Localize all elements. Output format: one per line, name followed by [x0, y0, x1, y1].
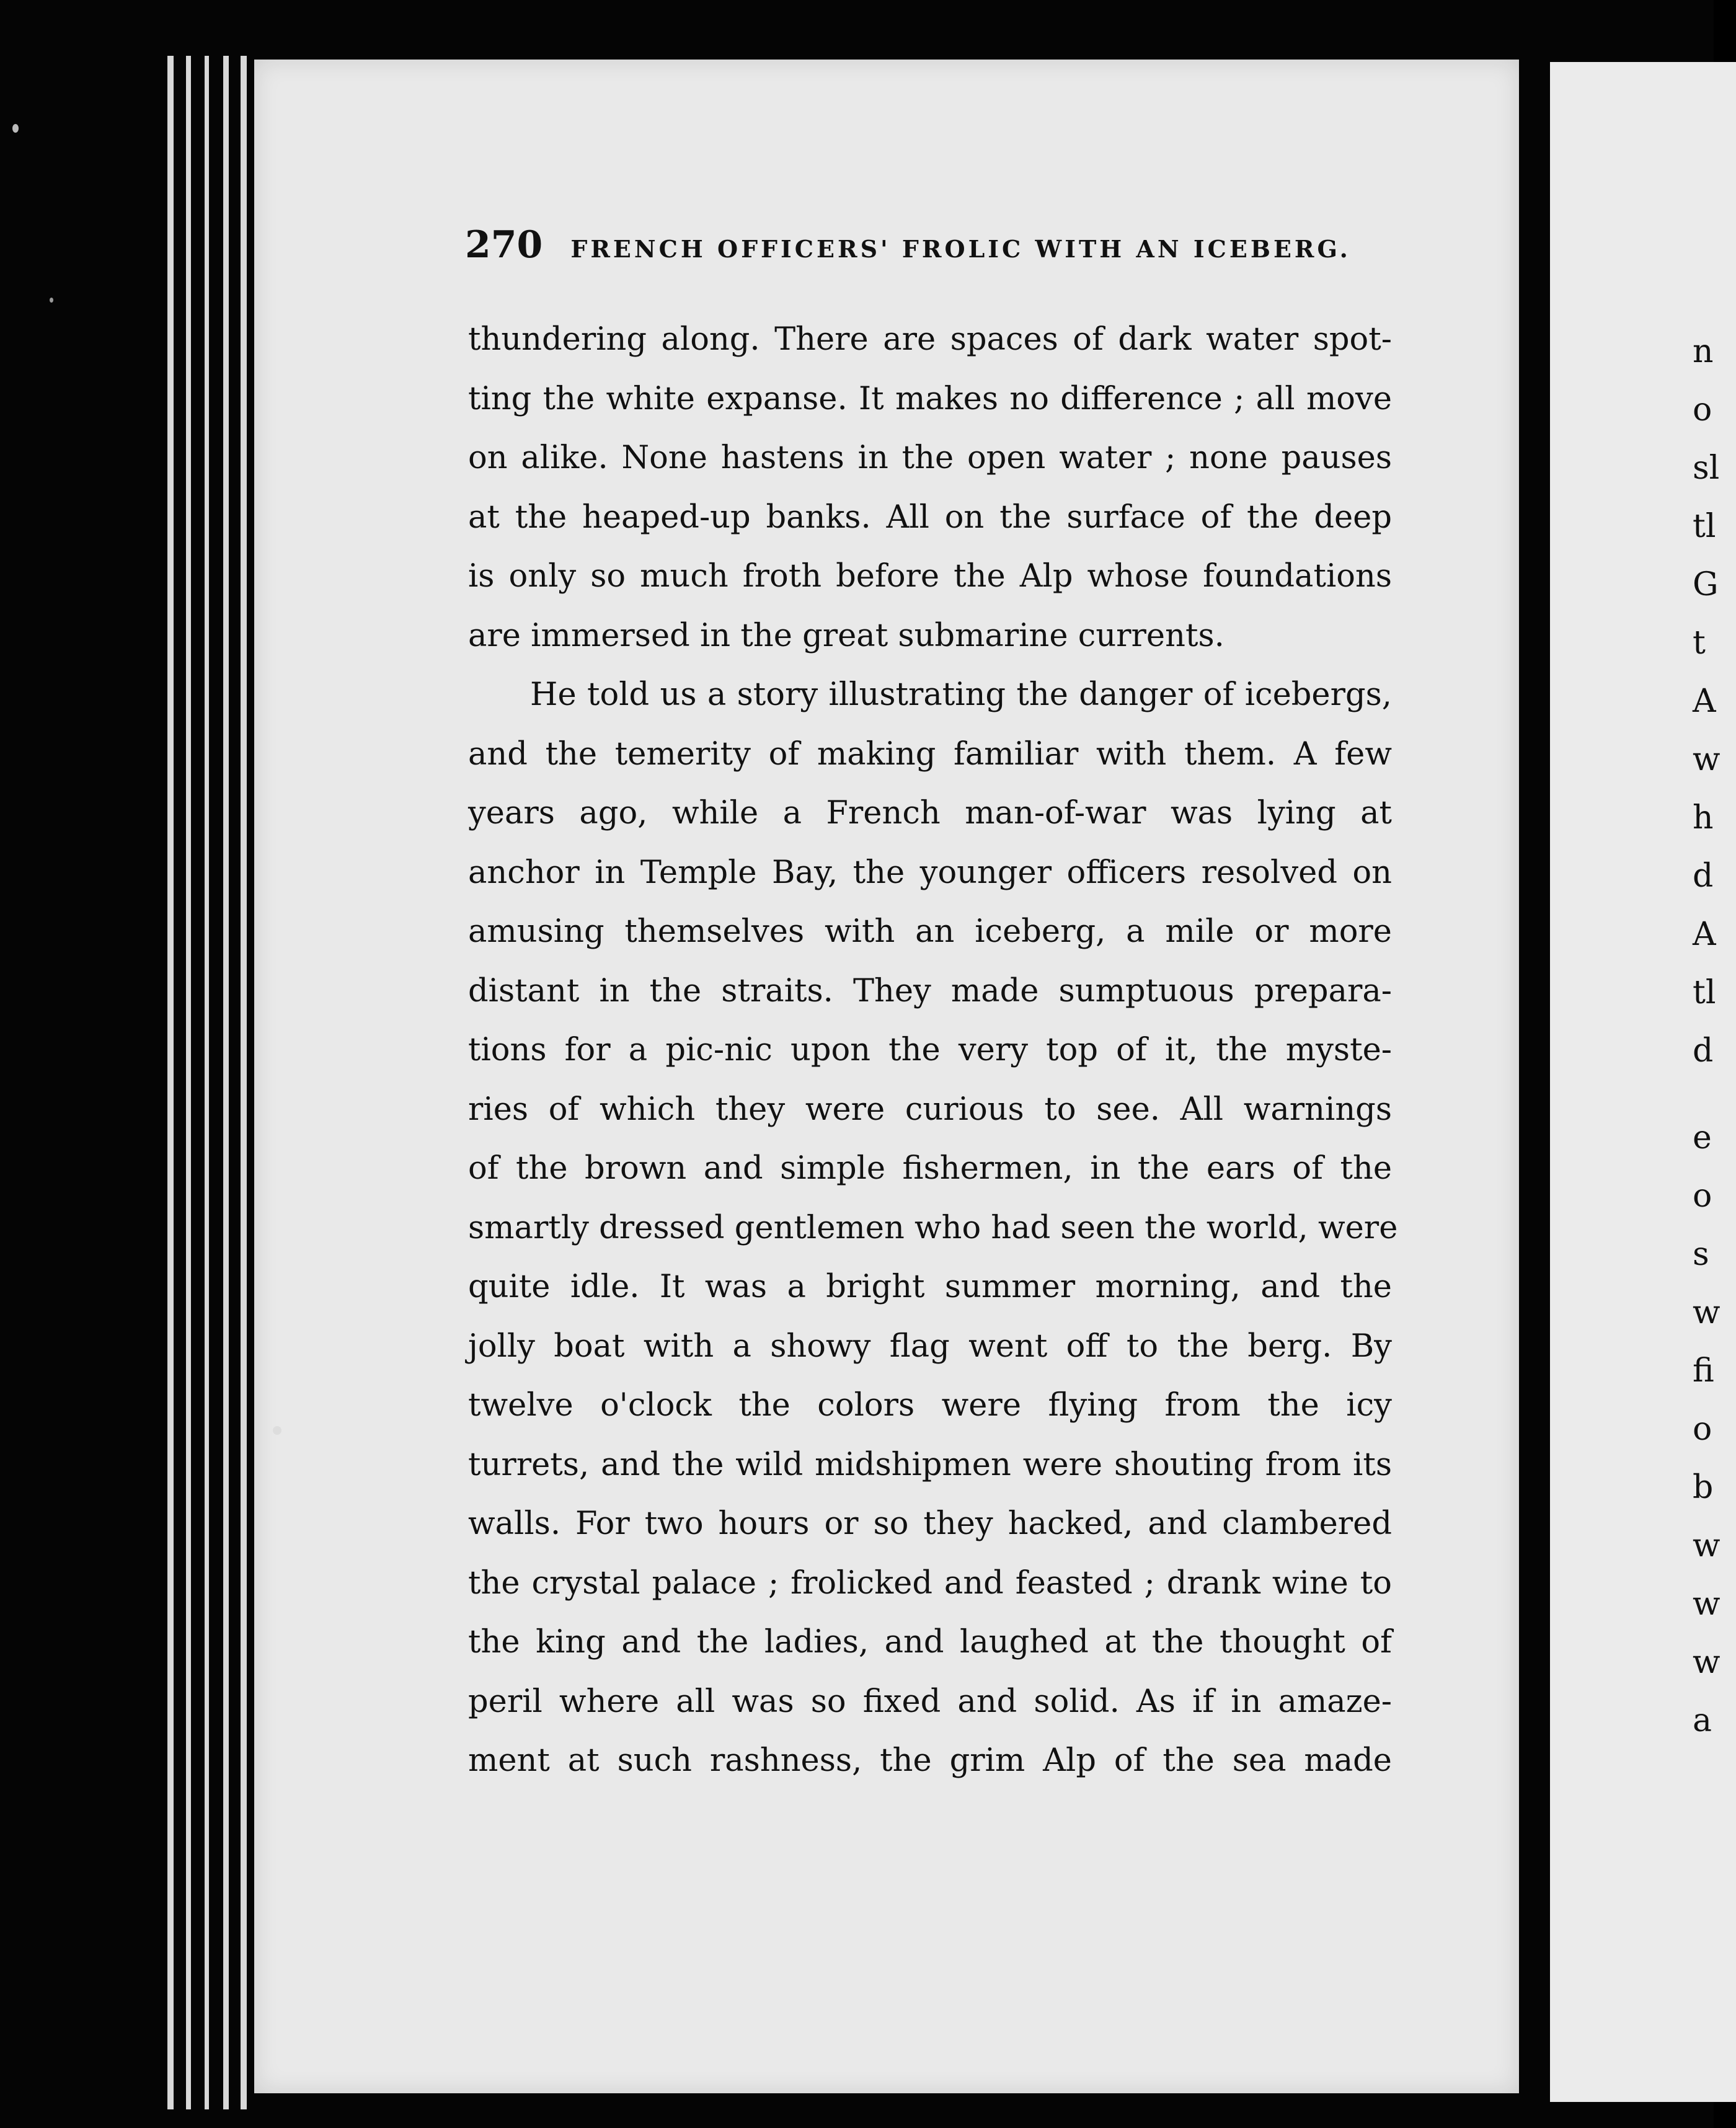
- text-line: distant in the straits. They made sumptuous prepara-: [468, 972, 1392, 1009]
- facing-page-fragment: w: [1693, 1585, 1720, 1623]
- running-title: FRENCH OFFICERS' FROLIC WITH AN ICEBERG.: [570, 235, 1351, 263]
- facing-page-fragment: a: [1693, 1702, 1712, 1739]
- facing-page-fragment: G: [1693, 566, 1719, 603]
- running-header: [465, 223, 1395, 273]
- scan-speck: [273, 1426, 281, 1435]
- text-line: are immersed in the great submarine currents.: [468, 617, 1224, 654]
- facing-page-fragment: t: [1693, 624, 1706, 662]
- page-edge: [241, 56, 247, 2109]
- text-line: quite idle. It was a bright summer morning, and the: [468, 1269, 1392, 1305]
- text-line: ting the white expanse. It makes no difference ; all move: [468, 380, 1392, 417]
- text-line: ries of which they were curious to see. All warnings: [468, 1091, 1392, 1128]
- text-line: smartly dressed gentlemen who had seen the world, were: [468, 1209, 1398, 1246]
- facing-page-fragment: sl: [1693, 450, 1720, 487]
- facing-page-fragment: tl: [1693, 508, 1716, 545]
- text-line: turrets, and the wild midshipmen were shouting from its: [468, 1446, 1392, 1483]
- facing-page-fragment: A: [1693, 916, 1716, 953]
- facing-page-fragment: d: [1693, 858, 1714, 895]
- text-line: and the temerity of making familiar with them. A few: [468, 735, 1392, 773]
- text-line: thundering along. There are spaces of dark water spot-: [468, 321, 1392, 358]
- facing-page-fragment: o: [1693, 1177, 1712, 1215]
- text-line: twelve o'clock the colors were flying from the icy: [468, 1387, 1392, 1424]
- page-number: 270: [465, 223, 543, 267]
- body-text: [468, 310, 1398, 1791]
- text-line: on alike. None hastens in the open water ; none pauses: [468, 440, 1392, 476]
- text-line: ment at such rashness, the grim Alp of the sea made: [468, 1742, 1392, 1779]
- facing-page-fragment: s: [1693, 1236, 1709, 1273]
- facing-page-fragment: e: [1693, 1119, 1712, 1156]
- text-line: the king and the ladies, and laughed at the thought of: [468, 1624, 1392, 1660]
- facing-page-fragment: w: [1693, 741, 1720, 778]
- facing-page-fragment: n: [1693, 333, 1714, 370]
- facing-page: [1550, 62, 1736, 2102]
- facing-page-fragment: b: [1693, 1469, 1714, 1506]
- facing-page-fragment: d: [1693, 1032, 1714, 1070]
- scan-speck: [12, 124, 19, 133]
- facing-page-fragment: A: [1693, 683, 1716, 720]
- text-line: the crystal palace ; frolicked and feasted ; drank wine to: [468, 1564, 1392, 1602]
- facing-page-fragment: o: [1693, 1411, 1712, 1448]
- facing-page-fragment: w: [1693, 1527, 1720, 1564]
- text-line: tions for a pic-nic upon the very top of it, the myste-: [468, 1032, 1392, 1068]
- text-line: is only so much froth before the Alp whose foundations: [468, 558, 1392, 595]
- page-edge: [186, 56, 191, 2109]
- text-line: at the heaped-up banks. All on the surface of the deep: [468, 499, 1392, 536]
- page-edge: [223, 56, 229, 2109]
- facing-page-fragment: fi: [1693, 1352, 1714, 1390]
- facing-page-fragment: h: [1693, 799, 1714, 836]
- page-edge: [167, 56, 174, 2109]
- text-line: amusing themselves with an iceberg, a mile or more: [468, 913, 1392, 950]
- text-line: peril where all was so fixed and solid. As if in amaze-: [468, 1683, 1392, 1720]
- text-line: anchor in Temple Bay, the younger officers resolved on: [468, 854, 1392, 891]
- facing-page-fragment: tl: [1693, 974, 1716, 1011]
- text-line: walls. For two hours or so they hacked, and clambered: [468, 1505, 1392, 1542]
- text-line: jolly boat with a showy flag went off to the berg. By: [468, 1328, 1392, 1365]
- facing-page-fragment: o: [1693, 391, 1712, 428]
- page-edge: [205, 56, 209, 2109]
- text-line: years ago, while a French man-of-war was lying at: [468, 795, 1392, 831]
- text-line: He told us a story illustrating the danger of icebergs,: [530, 676, 1392, 713]
- facing-page-fragment: w: [1693, 1294, 1720, 1331]
- facing-page-fragment: w: [1693, 1644, 1720, 1681]
- scan-speck: [50, 298, 53, 303]
- text-line: of the brown and simple fishermen, in the ears of the: [468, 1150, 1392, 1187]
- facing-page-text: [1693, 322, 1720, 1750]
